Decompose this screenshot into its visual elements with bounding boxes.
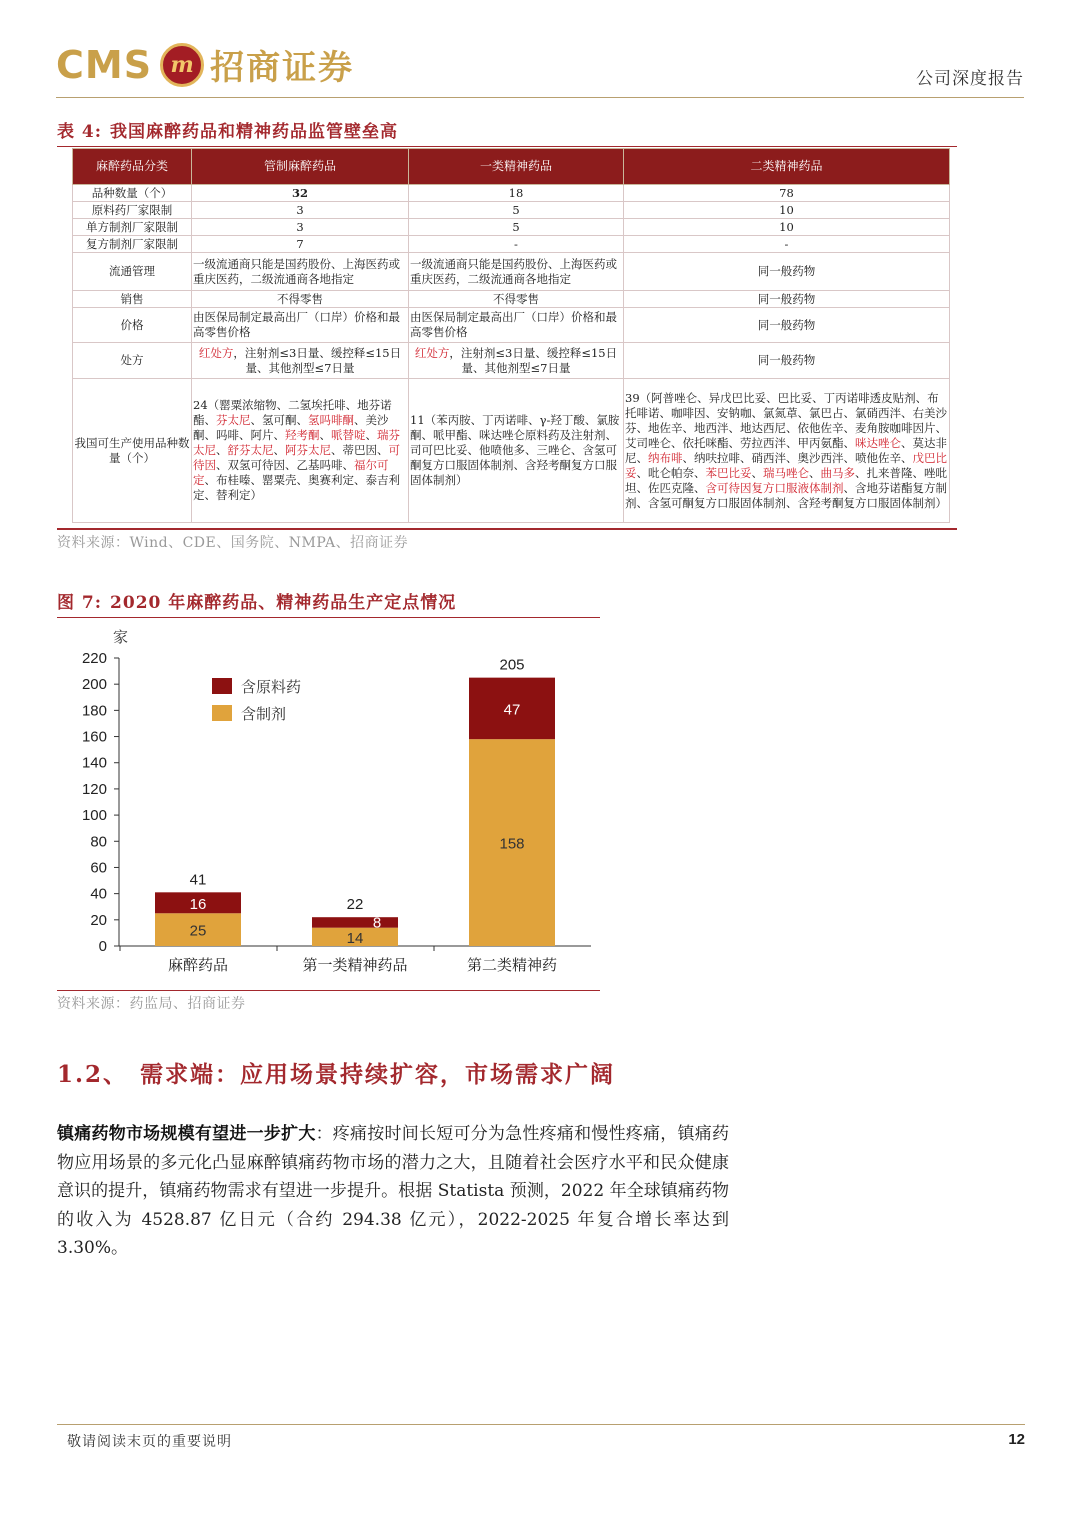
header-psy2: 二类精神药品 — [624, 149, 950, 185]
drug-text: 、布桂嗪、罂粟壳、奥赛利定、泰吉利定、替利定） — [193, 473, 400, 502]
row-label: 销售 — [73, 291, 192, 308]
row-label: 处方 — [73, 343, 192, 379]
data-label: 25 — [189, 922, 207, 940]
page-number: 12 — [1008, 1431, 1025, 1448]
cell-value — [192, 343, 409, 379]
cell-value: 一级流通商只能是国药股份、上海医药或重庆医药，二级流通商各地指定 — [409, 253, 624, 291]
data-label: 8 — [372, 914, 382, 932]
y-tick-label: 220 — [81, 650, 107, 667]
cell-value: 32 — [192, 185, 409, 202]
drug-text: 、纳呋拉啡、硝西泮、奥沙西泮、喷他佐辛、 — [682, 450, 913, 465]
row-label: 价格 — [73, 308, 192, 343]
cell-value: 同一般药物 — [624, 291, 950, 308]
legend-label: 含制剂 — [241, 706, 287, 723]
y-tick-label: 0 — [98, 938, 107, 955]
report-type: 公司深度报告 — [916, 69, 1024, 89]
company-logo — [56, 40, 354, 89]
prescription-rule: ，注射剂≤3日量、缓控释≤15日量、其他剂型≤7日量 — [449, 345, 618, 375]
logo-emblem-icon: m — [160, 43, 204, 87]
cell-value: 10 — [624, 202, 950, 219]
highlighted-drug: 哌替啶 — [331, 428, 366, 442]
red-prescription-label: 红处方 — [198, 345, 234, 360]
cell-value: - — [409, 236, 624, 253]
figure-caption-tag: 图 7: — [57, 593, 103, 613]
highlighted-drug: 戊巴比妥 — [625, 450, 947, 480]
cell-value: 5 — [409, 219, 624, 236]
drug-text: 、含地芬诺酯复方制剂、含氢可酮复方口服固体制剂、含羟考酮复方口服固体制剂） — [625, 480, 947, 510]
table-row — [73, 253, 950, 291]
cell-value: 同一般药物 — [624, 343, 950, 379]
red-prescription-label: 红处方 — [414, 345, 450, 360]
total-label: 205 — [499, 656, 525, 674]
table-row — [73, 308, 950, 343]
psy2-products-list — [624, 379, 950, 523]
table-row — [73, 202, 950, 219]
drug-text: 、 — [216, 443, 228, 457]
cell-value: 10 — [624, 219, 950, 236]
cell-value: 同一般药物 — [624, 253, 950, 291]
table-header-row — [73, 149, 950, 185]
table-source: 资料来源：Wind、CDE、国务院、NMPA、招商证券 — [57, 528, 957, 552]
chart-legend — [212, 678, 301, 723]
table-row — [73, 379, 950, 523]
header-category: 麻醉药品分类 — [73, 149, 192, 185]
table-caption-tag: 表 4: — [57, 122, 103, 142]
y-tick-label: 100 — [81, 807, 107, 825]
highlighted-drug: 舒芬太尼 — [227, 443, 274, 457]
y-tick-label: 120 — [81, 780, 107, 798]
highlighted-drug: 阿芬太尼 — [285, 443, 331, 457]
section-title — [57, 1056, 627, 1089]
drug-text: 、 — [319, 428, 331, 442]
header-narcotic: 管制麻醉药品 — [192, 149, 409, 185]
cell-value: 5 — [409, 202, 624, 219]
cell-value: 18 — [409, 185, 624, 202]
category-label: 第二类精神药 — [466, 957, 558, 974]
drug-text: 24（罂粟浓缩物、二氢埃托啡、地芬诺酯、 — [193, 398, 392, 427]
row-label: 品种数量（个） — [73, 185, 192, 202]
legend-swatch — [212, 705, 232, 721]
legend-swatch — [212, 678, 232, 694]
drug-text: 、氢可酮、 — [250, 413, 308, 427]
y-tick-label: 20 — [90, 911, 107, 929]
category-label: 麻醉药品 — [167, 957, 229, 974]
highlighted-drug: 氢吗啡酮 — [308, 413, 354, 427]
highlighted-drug: 羟考酮 — [285, 428, 320, 442]
cell-value: 7 — [192, 236, 409, 253]
category-label: 第一类精神药品 — [302, 957, 408, 974]
row-label: 复方制剂厂家限制 — [73, 236, 192, 253]
figure-caption — [57, 588, 600, 618]
section-heading: 需求端：应用场景持续扩容，市场需求广阔 — [140, 1061, 616, 1088]
data-label: 14 — [346, 929, 364, 947]
y-axis-unit-label: 家 — [113, 629, 129, 646]
drug-text: 、蒂巴因、 — [331, 443, 389, 457]
y-tick-label: 40 — [90, 885, 107, 903]
drug-text: 、 — [809, 465, 821, 480]
drug-text: 、双氢可待因、乙基吗啡、 — [216, 458, 354, 472]
logo-text: CMS — [56, 42, 153, 87]
highlighted-drug: 可待因 — [193, 443, 400, 472]
drug-text: 、扎来普隆、唑吡坦、佐匹克隆、 — [625, 465, 947, 495]
cell-value: 3 — [192, 219, 409, 236]
cell-value: 由医保局制定最高出厂（口岸）价格和最高零售价格 — [192, 308, 409, 343]
page-footer — [57, 1424, 1025, 1450]
header-psy1: 一类精神药品 — [409, 149, 624, 185]
table-row — [73, 219, 950, 236]
highlighted-drug: 咪达唑仑 — [855, 435, 901, 450]
narcotic-products-list — [192, 379, 409, 523]
body-paragraph — [57, 1120, 729, 1263]
chart-source: 资料来源：药监局、招商证券 — [57, 990, 600, 1013]
drug-text: 、美沙酮、吗啡、阿片、 — [193, 413, 389, 442]
section-number: 1.2、 — [57, 1061, 129, 1088]
regulation-table — [72, 148, 950, 523]
total-label: 22 — [346, 896, 364, 914]
psy1-products-list: 11（苯丙胺、丁丙诺啡、γ-羟丁酸、氯胺酮、哌甲酯、咪达唑仑原料药及注射剂、司可巴比妥、他喷他多、三唑仑、含氢可酮复方口服固体制剂、含羟考酮复方口服固体制剂） — [409, 379, 624, 523]
row-label: 我国可生产使用品种数量（个） — [73, 379, 192, 523]
y-tick-label: 140 — [81, 754, 107, 772]
page-header — [56, 36, 1024, 98]
footer-notice: 敬请阅读末页的重要说明 — [67, 1434, 232, 1450]
highlighted-drug: 曲马多 — [820, 465, 855, 480]
drug-text: 、 — [365, 428, 377, 442]
table-row — [73, 236, 950, 253]
bar-segment — [312, 917, 398, 927]
y-tick-label: 160 — [81, 728, 107, 746]
highlighted-drug: 芬太尼 — [216, 413, 251, 427]
drug-text: 、 — [751, 465, 763, 480]
paragraph-body: ：疼痛按时间长短可分为急性疼痛和慢性疼痛，镇痛药物应用场景的多元化凸显麻醉镇痛药物市场的潜力之大，且随着社会医疗水平和民众健康意识的提升，镇痛药物需求有望进一步提升。根据 Statista 预测，2022 年全球镇痛药物的收入为 4528.87 亿日元（合约 294.38 亿元），2022-2025 年复合增长率达到 3.30%。 — [57, 1124, 730, 1258]
highlighted-drug: 瑞芬太尼 — [193, 428, 400, 457]
total-label: 41 — [189, 871, 207, 889]
table-row — [73, 291, 950, 308]
row-label: 流通管理 — [73, 253, 192, 291]
regulation-table-wrapper — [72, 148, 949, 523]
cell-value: 78 — [624, 185, 950, 202]
drug-text: 39（阿普唑仑、异戊巴比妥、巴比妥、丁丙诺啡透皮贴剂、布托啡诺、咖啡因、安钠咖、氯氮䓬、氯巴占、氯硝西泮、右美沙芬、地佐辛、地西泮、地达西尼、依他佐辛、麦角胺咖啡因片、艾司唑仑、依托咪酯、劳拉西泮、甲丙氨酯、 — [625, 390, 947, 450]
data-label: 47 — [503, 701, 521, 719]
y-tick-label: 60 — [90, 859, 107, 877]
cell-value: - — [624, 236, 950, 253]
highlighted-drug: 苯巴比妥 — [705, 465, 752, 480]
drug-text: 、 — [273, 443, 285, 457]
table-row — [73, 343, 950, 379]
y-tick-label: 200 — [81, 676, 107, 694]
prescription-rule: ，注射剂≤3日量、缓控释≤15日量、其他剂型≤7日量 — [233, 345, 402, 375]
highlighted-drug: 含可待因复方口服液体制剂 — [705, 480, 844, 495]
row-label: 单方制剂厂家限制 — [73, 219, 192, 236]
figure-caption-title: 2020 年麻醉药品、精神药品生产定点情况 — [110, 593, 457, 613]
highlighted-drug: 福尔可定 — [193, 458, 389, 487]
data-label: 158 — [499, 835, 525, 853]
cell-value: 不得零售 — [192, 291, 409, 308]
chart-bars — [155, 657, 555, 947]
y-tick-label: 180 — [81, 702, 107, 720]
highlighted-drug: 纳布啡 — [648, 450, 683, 465]
table-row — [73, 185, 950, 202]
paragraph-lead: 镇痛药物市场规模有望进一步扩大 — [57, 1124, 316, 1144]
cell-value: 一级流通商只能是国药股份、上海医药或重庆医药，二级流通商各地指定 — [192, 253, 409, 291]
table-caption-title: 我国麻醉药品和精神药品监管壁垒高 — [110, 122, 399, 142]
cell-value: 不得零售 — [409, 291, 624, 308]
table-caption — [57, 117, 957, 147]
legend-label: 含原料药 — [241, 679, 302, 696]
y-tick-label: 80 — [90, 833, 107, 851]
cell-value — [409, 343, 624, 379]
highlighted-drug: 瑞马唑仑 — [763, 465, 809, 480]
logo-chinese-name: 招商证券 — [210, 48, 355, 88]
data-label: 16 — [189, 895, 207, 913]
drug-text: 、吡仑帕奈、 — [636, 465, 706, 480]
cell-value: 由医保局制定最高出厂（口岸）价格和最高零售价格 — [409, 308, 624, 343]
cell-value: 3 — [192, 202, 409, 219]
cell-value: 同一般药物 — [624, 308, 950, 343]
drug-text: 、莫达非尼、 — [625, 435, 947, 465]
production-sites-chart — [57, 620, 600, 988]
row-label: 原料药厂家限制 — [73, 202, 192, 219]
